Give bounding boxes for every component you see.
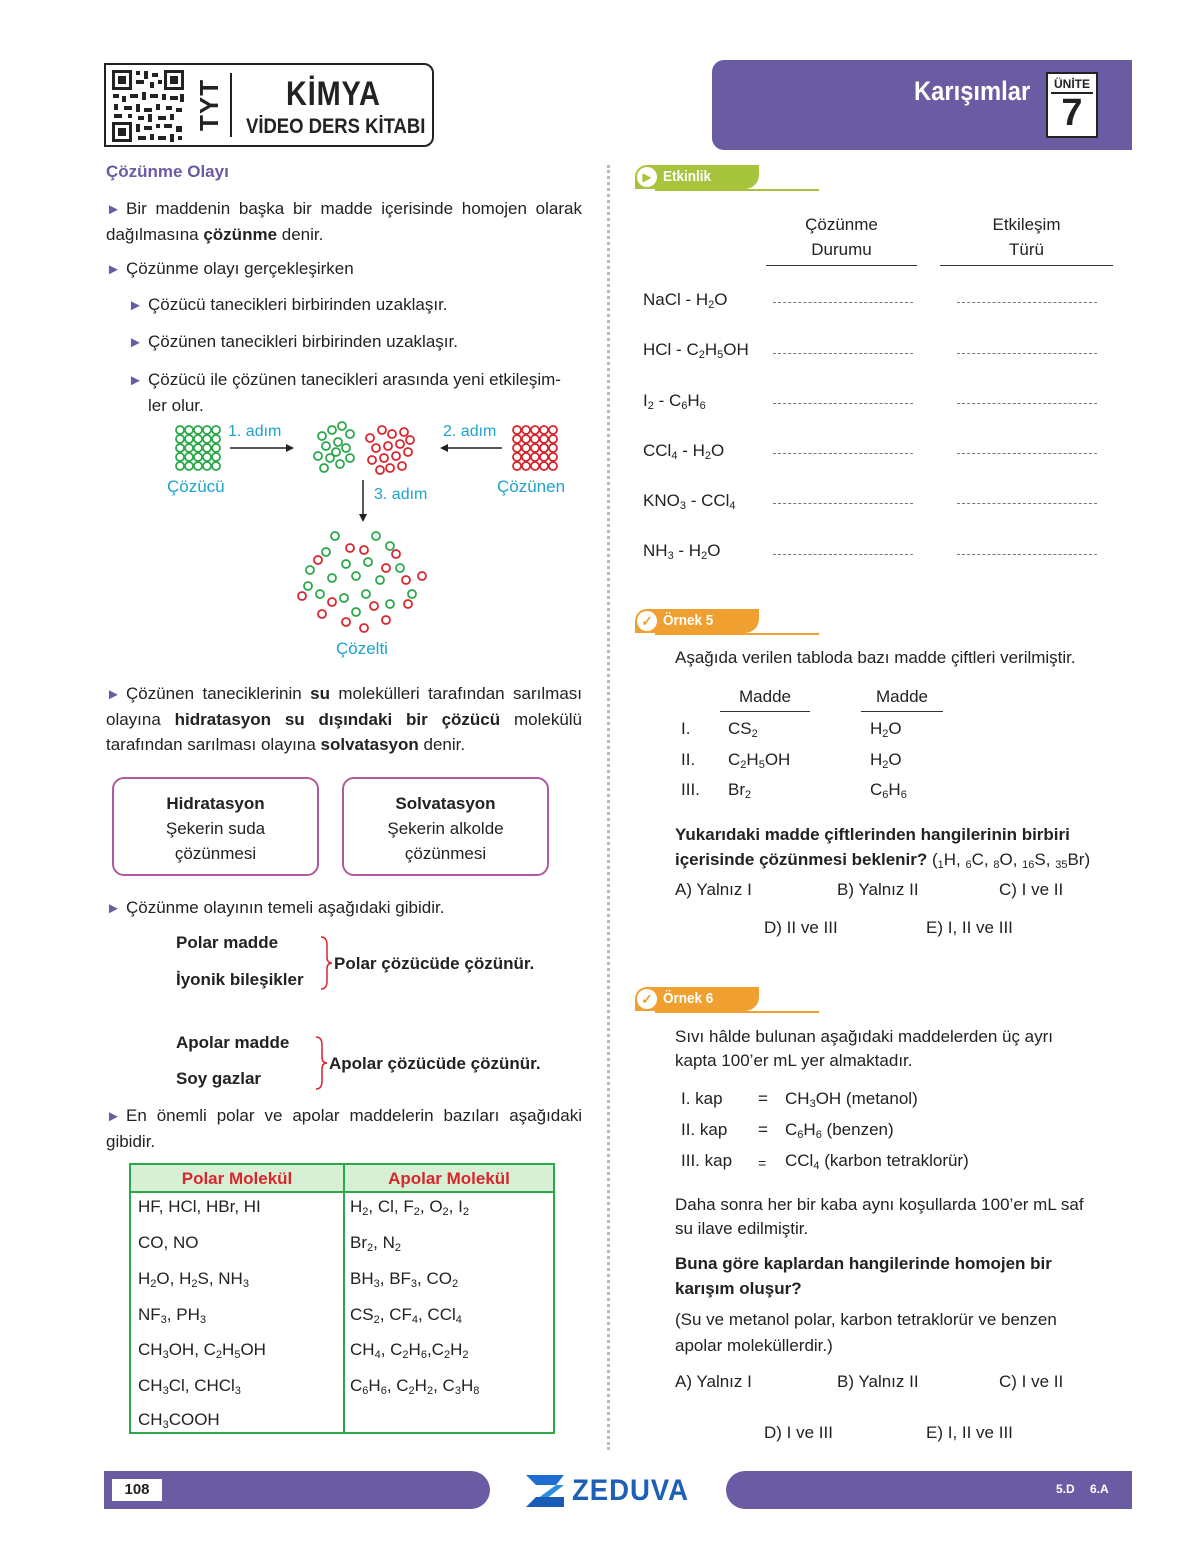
- ornek5-label: Örnek 5: [663, 612, 714, 629]
- arrow-right-icon: [286, 444, 294, 452]
- particle: [376, 576, 384, 584]
- particle: [194, 426, 202, 434]
- answer-blank[interactable]: [957, 503, 1097, 504]
- polar-row-6: $CH_3Cl$, CHCl$_3$: [138, 1376, 241, 1397]
- apolar-row-1: $H_2$, Cl, $F_2$, $O_2$, $I_2$: [350, 1197, 469, 1218]
- particle: [513, 444, 521, 452]
- particle: [522, 462, 530, 470]
- particle: [406, 436, 414, 444]
- particle: [194, 435, 202, 443]
- particle: [372, 444, 380, 452]
- ornek5-option-e[interactable]: E) I, II ve III: [926, 918, 1013, 937]
- container-1-label: I. kap: [681, 1089, 723, 1108]
- particle: [328, 426, 336, 434]
- bullet-examples: ► En önemli polar ve apolar maddelerin bazıları aşağıdaki gibidir.: [106, 1106, 582, 1151]
- particle: [176, 444, 184, 452]
- particle: [212, 426, 220, 434]
- pair-2-b: $H_2O$: [870, 750, 902, 771]
- particle: [370, 602, 378, 610]
- particle: [513, 453, 521, 461]
- particle: [364, 558, 372, 566]
- apolar-brace: [313, 1035, 329, 1091]
- hydration-box: Hidratasyon Şekerin suda çözünmesi: [112, 777, 319, 876]
- particle: [176, 453, 184, 461]
- answer-blank[interactable]: [773, 503, 913, 504]
- book-subtitle: VİDEO DERS KİTABI: [246, 115, 426, 138]
- roman-2: II.: [681, 750, 696, 769]
- answer-code-2: 6.A: [1090, 1482, 1109, 1496]
- solvation-box: Solvatasyon Şekerin alkolde çözünmesi: [342, 777, 549, 876]
- solution-label: Çözelti: [336, 639, 388, 658]
- roman-3: III.: [681, 780, 700, 799]
- particle: [368, 456, 376, 464]
- particle: [388, 430, 396, 438]
- particle: [372, 532, 380, 540]
- particle: [212, 462, 220, 470]
- particle: [212, 444, 220, 452]
- particle: [352, 572, 360, 580]
- equals-1: =: [758, 1089, 768, 1108]
- particle: [314, 452, 322, 460]
- unit-box: [1046, 72, 1098, 138]
- ornek6-option-c[interactable]: C) I ve II: [999, 1372, 1064, 1391]
- step3-label: 3. adım: [374, 486, 428, 503]
- polar-item-1: Polar madde: [176, 933, 279, 952]
- particle: [185, 453, 193, 461]
- polar-row-3: $H_2O$, $H_2S$, $NH_3$: [138, 1269, 249, 1290]
- answer-blank[interactable]: [773, 453, 913, 454]
- polar-row-4: $NF_3$, $PH_3$: [138, 1305, 206, 1326]
- particle: [404, 600, 412, 608]
- ornek6-option-b[interactable]: B) Yalnız II: [837, 1372, 919, 1391]
- particle: [398, 462, 406, 470]
- solute-label: Çözünen: [497, 477, 566, 496]
- particle: [549, 444, 557, 452]
- sub-bullet-a: ► Çözücü tanecikleri birbirinden uzaklaşır.: [128, 292, 448, 318]
- particle: [513, 426, 521, 434]
- mixed-particles: [314, 422, 414, 474]
- etkinlik-row-5: $KNO_3 - CCl_4$: [643, 491, 736, 512]
- apolar-rule: Apolar çözücüde çözünür.: [329, 1054, 541, 1073]
- ornek5-option-d[interactable]: D) II ve III: [764, 918, 838, 937]
- particle: [212, 453, 220, 461]
- answer-blank[interactable]: [957, 302, 1097, 303]
- equals-3: =: [758, 1155, 767, 1171]
- bullet-basis: ► Çözünme olayının temeli aşağıdaki gibidir.: [106, 895, 444, 921]
- particle: [194, 444, 202, 452]
- particle: [194, 462, 202, 470]
- particle: [540, 462, 548, 470]
- apolar-header: Apolar Molekül: [388, 1169, 510, 1188]
- etkinlik-row-1: NaCl - $H_2O$: [643, 290, 728, 311]
- particle: [396, 440, 404, 448]
- pair-2-a: $C_2H_5OH$: [728, 750, 791, 771]
- particle: [522, 435, 530, 443]
- particle: [540, 435, 548, 443]
- particle: [522, 453, 530, 461]
- etkinlik-row-6: $NH_3 - H_2O$: [643, 541, 721, 562]
- check-icon: ✓: [637, 989, 657, 1009]
- particle: [540, 426, 548, 434]
- arrow-left-icon: [440, 444, 448, 452]
- polar-row-5: $CH_3OH$, $C_2H_5OH$: [138, 1340, 266, 1361]
- container-2-label: II. kap: [681, 1120, 728, 1139]
- particle: [320, 464, 328, 472]
- particle: [176, 462, 184, 470]
- unit-label: ÜNİTE: [1054, 77, 1090, 91]
- particle: [549, 435, 557, 443]
- bullet-icon: ►: [106, 201, 121, 218]
- particle: [328, 598, 336, 606]
- particle: [540, 444, 548, 452]
- particle: [338, 422, 346, 430]
- answer-code-1: 5.D: [1056, 1482, 1075, 1496]
- step2-label: 2. adım: [443, 423, 497, 440]
- particle: [360, 624, 368, 632]
- solution-particles: [298, 532, 426, 632]
- answer-blank[interactable]: [773, 353, 913, 354]
- apolar-row-5: $CH_4$, $C_2H_6,C_2H_2$: [350, 1340, 469, 1361]
- etkinlik-col2-header: Etkileşim Türü: [940, 212, 1113, 266]
- particle: [549, 462, 557, 470]
- particle: [513, 435, 521, 443]
- particle: [360, 546, 368, 554]
- page-number: 108: [112, 1479, 162, 1501]
- particle: [304, 582, 312, 590]
- particle: [382, 616, 390, 624]
- bullet-icon: ►: [128, 372, 143, 389]
- particle: [194, 453, 202, 461]
- particle: [185, 462, 193, 470]
- etkinlik-col1-header: Çözünme Durumu: [766, 212, 917, 266]
- ornek6-question: Buna göre kaplardan hangilerinde homojen bir karışım oluşur?: [675, 1254, 1052, 1298]
- particle: [332, 448, 340, 456]
- equals-2: =: [758, 1120, 768, 1139]
- particle: [522, 426, 530, 434]
- particle: [314, 556, 322, 564]
- particle: [404, 448, 412, 456]
- ornek6-option-e[interactable]: E) I, II ve III: [926, 1423, 1013, 1442]
- answer-blank[interactable]: [957, 554, 1097, 555]
- particle: [418, 572, 426, 580]
- check-icon: ✓: [637, 611, 657, 631]
- apolar-row-6: $C_6H_6$, $C_2H_2$, $C_3H_8$: [350, 1376, 480, 1397]
- apolar-row-2: $Br_2$, $N_2$: [350, 1233, 401, 1254]
- apolar-item-2: Soy gazlar: [176, 1069, 262, 1088]
- answer-blank[interactable]: [957, 453, 1097, 454]
- particle: [408, 590, 416, 598]
- sub-bullet-c: ► Çözücü ile çözünen tanecikleri arasında yeni etkileşim- ler olur.: [128, 370, 561, 415]
- tyt-label: TYT: [194, 78, 224, 132]
- footer-left-bar: [104, 1471, 490, 1509]
- particle: [366, 434, 374, 442]
- brand-name: ZEDUVA: [572, 1474, 689, 1507]
- particle: [318, 432, 326, 440]
- particle: [306, 566, 314, 574]
- bullet-dissolution-def: ► Bir maddenin başka bir madde içerisinde homojen olarak dağılmasına çözünme denir.: [106, 199, 582, 244]
- unit-number: 7: [1061, 92, 1083, 134]
- polar-brace: [318, 935, 334, 991]
- particle: [362, 590, 370, 598]
- polar-item-2: İyonik bileşikler: [176, 970, 304, 989]
- particle: [402, 576, 410, 584]
- speaker-icon[interactable]: ▶: [637, 167, 657, 187]
- particle: [531, 435, 539, 443]
- answer-blank[interactable]: [957, 403, 1097, 404]
- particle: [203, 453, 211, 461]
- solvent-label: Çözücü: [167, 477, 225, 496]
- ornek6-intro: Sıvı hâlde bulunan aşağıdaki maddelerden üç ayrı kapta 100’er mL yer almaktadır.: [675, 1027, 1054, 1070]
- particle: [203, 435, 211, 443]
- container-3-content: CCl$_4$ (karbon tetraklorür): [785, 1151, 969, 1172]
- bullet-icon: ►: [128, 297, 143, 314]
- etkinlik-row-3: $I_2 - C_6H_6$: [643, 391, 706, 412]
- etkinlik-row-4: $CCl_4 - H_2O$: [643, 441, 725, 462]
- particle: [531, 444, 539, 452]
- particle: [382, 564, 390, 572]
- ornek5-option-a[interactable]: A) Yalnız I: [675, 880, 752, 899]
- particle: [392, 550, 400, 558]
- particle: [342, 560, 350, 568]
- container-3-label: III. kap: [681, 1151, 733, 1170]
- sub-bullet-b: ► Çözünen tanecikleri birbirinden uzaklaşır.: [128, 329, 458, 355]
- particle: [328, 574, 336, 582]
- ornek5-header-2: Madde: [861, 687, 943, 712]
- ornek5-question: Yukarıdaki madde çiftlerinden hangilerinin birbiri içerisinde çözünmesi beklenir? ($_1H$, $_6$C, $_8$O, $_{16}$S, $_{35}$Br): [675, 825, 1091, 871]
- particle: [392, 452, 400, 460]
- polar-row-7: $CH_3COOH$: [138, 1410, 220, 1431]
- ornek5-header-1: Madde: [720, 687, 810, 712]
- particle: [185, 426, 193, 434]
- apolar-row-3: $BH_3$, $BF_3$, $CO_2$: [350, 1269, 459, 1290]
- container-2-content: $C_6H_6$ (benzen): [785, 1120, 894, 1141]
- container-1-content: $CH_3OH$ (metanol): [785, 1089, 918, 1110]
- answer-blank[interactable]: [957, 353, 1097, 354]
- answer-blank[interactable]: [773, 302, 913, 303]
- particle: [346, 544, 354, 552]
- arrow-down-icon: [359, 514, 367, 522]
- particle: [396, 564, 404, 572]
- particle: [176, 426, 184, 434]
- zeduva-logo-icon: [522, 1473, 568, 1509]
- particle: [322, 442, 330, 450]
- etkinlik-row-2: HCl - $C_2H_5OH$: [643, 340, 749, 361]
- ornek5-flag: [635, 609, 819, 635]
- bullet-icon: ►: [128, 334, 143, 351]
- ornek5-option-c[interactable]: C) I ve II: [999, 880, 1064, 899]
- polar-header: Polar Molekül: [181, 1169, 293, 1188]
- particle: [400, 428, 408, 436]
- particle: [352, 608, 360, 616]
- bullet-process: ► Çözünme olayı gerçekleşirken: [106, 256, 354, 282]
- particle: [378, 426, 386, 434]
- bullet-icon: ►: [106, 1108, 121, 1125]
- ornek6-note: (Su ve metanol polar, karbon tetraklorür ve benzen apolar moleküllerdir.): [675, 1310, 1057, 1355]
- qr-code-icon[interactable]: [110, 68, 186, 144]
- ornek6-flag: [635, 987, 819, 1013]
- chapter-banner: [712, 60, 1132, 150]
- ornek5-option-b[interactable]: B) Yalnız II: [837, 880, 919, 899]
- bullet-icon: ►: [106, 261, 121, 278]
- particle: [380, 454, 388, 462]
- ornek6-label: Örnek 6: [663, 990, 714, 1007]
- particle: [346, 454, 354, 462]
- column-divider: [607, 165, 610, 1450]
- particle: [318, 610, 326, 618]
- particle: [176, 435, 184, 443]
- etkinlik-label: Etkinlik: [663, 168, 712, 185]
- apolar-row-4: $CS_2$, $CF_4$, CCl$_4$: [350, 1305, 462, 1326]
- particle: [203, 462, 211, 470]
- answer-blank[interactable]: [773, 403, 913, 404]
- particle: [531, 462, 539, 470]
- pair-3-b: $C_6H_6$: [870, 780, 907, 801]
- particle: [531, 426, 539, 434]
- solvent-particles: [176, 426, 220, 470]
- particle: [298, 592, 306, 600]
- particle: [336, 460, 344, 468]
- particle: [316, 590, 324, 598]
- roman-1: I.: [681, 719, 691, 738]
- chapter-title: Karışımlar: [914, 76, 1031, 106]
- particle: [386, 542, 394, 550]
- solute-particles: [513, 426, 557, 470]
- answer-blank[interactable]: [773, 554, 913, 555]
- dissolution-diagram: [160, 418, 580, 663]
- pair-3-a: $Br_2$: [728, 780, 752, 801]
- section-title: Çözünme Olayı: [106, 162, 229, 181]
- pair-1-b: $H_2O$: [870, 719, 902, 740]
- particle: [549, 453, 557, 461]
- particle: [384, 442, 392, 450]
- particle: [203, 444, 211, 452]
- particle: [522, 444, 530, 452]
- polar-rule: Polar çözücüde çözünür.: [334, 954, 535, 973]
- bullet-hydration: ► Çözünen taneciklerinin su molekülleri tarafından sarılması olayına hidratasyon su dışındaki bir çözücü molekülü tarafından sarılması olayına solvatasyon denir.: [106, 684, 583, 754]
- polar-row-2: CO, NO: [138, 1233, 199, 1252]
- ornek6-option-d[interactable]: D) I ve III: [764, 1423, 833, 1442]
- particle: [340, 594, 348, 602]
- bullet-icon: ►: [106, 686, 121, 703]
- particle: [342, 444, 350, 452]
- particle: [331, 532, 339, 540]
- etkinlik-flag: [635, 165, 819, 191]
- particle: [513, 462, 521, 470]
- particle: [334, 438, 342, 446]
- footer-right-bar: [726, 1471, 1132, 1509]
- ornek5-intro: Aşağıda verilen tabloda bazı madde çiftleri verilmiştir.: [675, 648, 1076, 667]
- ornek6-paragraph: Daha sonra her bir kaba aynı koşullarda 100’er mL saf su ilave edilmiştir.: [675, 1195, 1084, 1238]
- particle: [386, 600, 394, 608]
- particle: [185, 444, 193, 452]
- ornek6-option-a[interactable]: A) Yalnız I: [675, 1372, 752, 1391]
- pair-1-a: $CS_2$: [728, 719, 758, 740]
- particle: [212, 435, 220, 443]
- particle: [346, 430, 354, 438]
- particle: [549, 426, 557, 434]
- particle: [322, 548, 330, 556]
- particle: [386, 464, 394, 472]
- particle: [185, 435, 193, 443]
- particle: [531, 453, 539, 461]
- polar-row-1: HF, HCl, HBr, HI: [138, 1197, 261, 1216]
- book-title: KİMYA: [286, 75, 381, 113]
- particle: [540, 453, 548, 461]
- step1-label: 1. adım: [228, 423, 282, 440]
- apolar-item-1: Apolar madde: [176, 1033, 290, 1052]
- particle: [376, 466, 384, 474]
- header-left: [104, 63, 434, 147]
- bullet-icon: ►: [106, 900, 121, 917]
- particle: [203, 426, 211, 434]
- particle: [342, 618, 350, 626]
